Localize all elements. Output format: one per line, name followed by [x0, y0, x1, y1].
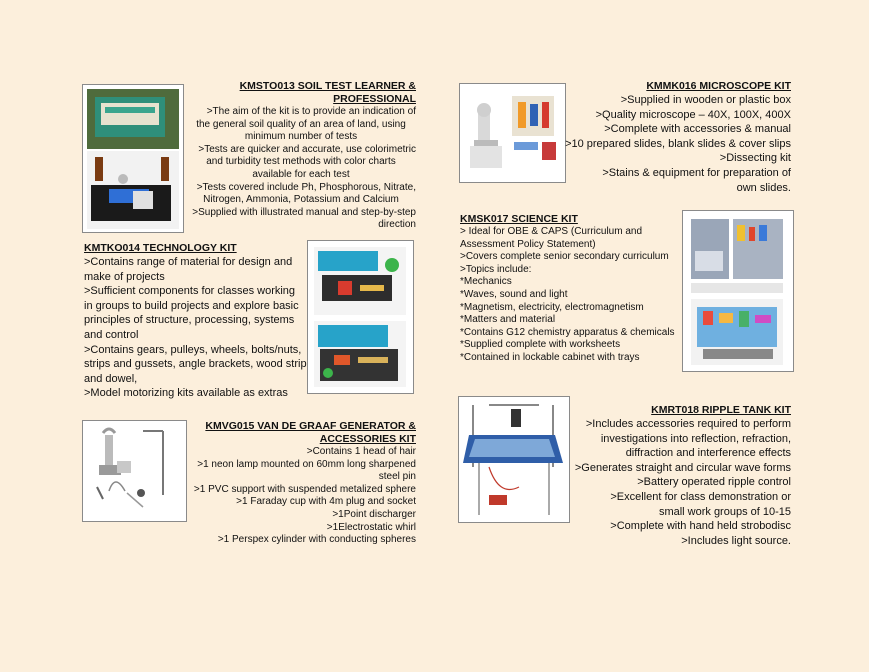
ripple-kit-line: >Battery operated ripple control	[637, 476, 791, 489]
soil-kit-line: >Tests are quicker and accurate, use colorimetric	[198, 143, 416, 155]
tech-kit-line: >Contains range of material for design and	[84, 256, 293, 268]
soil-kit-line: the general soil quality of an area of land, using	[196, 118, 406, 130]
ripple-kit-line: diffraction and interference effects	[625, 447, 791, 460]
soil-kit-line: available for each test	[252, 168, 350, 180]
micro-kit-image	[460, 84, 565, 182]
tech-kit-photo	[307, 240, 414, 394]
science-kit-text	[460, 213, 682, 365]
vdg-kit-text	[186, 420, 416, 547]
tech-kit-image	[308, 241, 413, 393]
vdg-kit-line: >1Point discharger	[332, 508, 416, 520]
tech-kit-line: make of projects	[84, 270, 165, 283]
science-kit-line: >Topics include:	[460, 263, 532, 275]
tech-kit-line: and dowel,	[84, 372, 138, 385]
micro-kit-line: own slides.	[736, 181, 791, 194]
ripple-kit-line: >Excellent for class demonstration or	[610, 490, 791, 503]
tech-kit-line: in groups to build projects and explore basic	[84, 299, 299, 312]
ripple-kit-title: KMRT018 RIPPLE TANK KIT	[651, 404, 791, 416]
ripple-kit-line: >Generates straight and circular wave forms	[574, 461, 791, 474]
vdg-kit-line: >Contains 1 head of hair	[306, 446, 416, 457]
science-kit-line: *Matters and material	[460, 314, 556, 326]
ripple-kit-line: >Complete with hand held strobodisc	[610, 520, 791, 533]
tech-kit-line: >Sufficient components for classes working	[84, 285, 296, 298]
soil-kit-title: KMSTO013 SOIL TEST LEARNER & PROFESSIONAL	[239, 80, 416, 105]
science-kit-image	[683, 211, 793, 371]
science-kit-title: KMSK017 SCIENCE KIT	[460, 213, 578, 225]
ripple-kit-photo	[458, 396, 570, 523]
soil-kit-line: >Supplied with illustrated manual and step-by-step	[192, 206, 416, 218]
ripple-kit-line: >Includes accessories required to perform	[585, 418, 791, 430]
science-kit-line: *Contained in lockable cabinet with trays	[460, 351, 640, 363]
micro-kit-line: >Quality microscope – 40X, 100X, 400X	[595, 108, 791, 121]
tech-kit-line: >Contains gears, pulleys, wheels, bolts/nuts,	[84, 343, 302, 356]
vdg-kit-image	[83, 421, 186, 521]
soil-kit-line: minimum number of tests	[244, 131, 358, 143]
soil-kit-line: >The aim of the kit is to provide an indication of	[206, 106, 416, 117]
science-kit-line: Assessment Policy Statement)	[460, 238, 596, 250]
micro-kit-line: >10 prepared slides, blank slides & cover slips	[565, 137, 791, 150]
soil-kit-image	[83, 85, 183, 232]
science-kit-line: *Mechanics	[460, 276, 512, 288]
micro-kit-line: >Stains & equipment for preparation of	[602, 166, 791, 179]
soil-kit-line: Nitrogen, Ammonia, Potassium and Calcium	[203, 194, 399, 206]
tech-kit-line: >Model motorizing kits available as extras	[84, 387, 288, 400]
vdg-kit-line: >1 Faraday cup with 4m plug and socket	[236, 496, 416, 508]
micro-kit-photo	[459, 83, 566, 183]
tech-kit-line: and control	[84, 328, 139, 341]
ripple-kit-line: small work groups of 10-15	[658, 505, 791, 518]
tech-kit-title: KMTKO014 TECHNOLOGY KIT	[84, 242, 237, 254]
micro-kit-line: >Complete with accessories & manual	[604, 123, 791, 136]
ripple-kit-image	[459, 397, 569, 522]
science-kit-line: *Magnetism, electricity, electromagnetism	[460, 301, 644, 313]
vdg-kit-line: >1 neon lamp mounted on 60mm long sharpened	[197, 458, 416, 470]
ripple-kit-text	[560, 404, 791, 548]
micro-kit-text	[560, 80, 791, 195]
soil-kit-photo	[82, 84, 184, 233]
vdg-kit-title-2: ACCESSORIES KIT	[319, 433, 416, 445]
soil-kit-line: and turbidity test methods with color charts	[206, 156, 396, 168]
tech-kit-text	[84, 242, 309, 401]
micro-kit-title: KMMK016 MICROSCOPE KIT	[646, 80, 791, 92]
science-kit-line: *Supplied complete with worksheets	[460, 339, 621, 351]
vdg-kit-photo	[82, 420, 187, 522]
vdg-kit-line: >1Electrostatic whirl	[326, 521, 416, 533]
ripple-kit-line: >Includes light source.	[681, 534, 791, 547]
soil-kit-text	[186, 80, 416, 232]
vdg-kit-title: KMVG015 VAN DE GRAAF GENERATOR &	[205, 420, 416, 432]
science-kit-line: *Contains G12 chemistry apparatus & chemicals	[460, 326, 675, 338]
vdg-kit-line: >1 PVC support with suspended metalized sphere	[193, 483, 416, 495]
vdg-kit-line: >1 Perspex cylinder with conducting spheres	[217, 534, 416, 546]
soil-kit-line: >Tests covered include Ph, Phosphorous, Nitrate,	[196, 181, 416, 193]
science-kit-line: > Ideal for OBE & CAPS (Curriculum and	[460, 226, 643, 237]
science-kit-line: *Waves, sound and light	[460, 288, 568, 300]
science-kit-line: >Covers complete senior secondary curriculum	[460, 251, 669, 263]
tech-kit-line: strips and gussets, angle brackets, wood strip	[84, 358, 307, 371]
ripple-kit-line: investigations into reflection, refraction,	[600, 432, 791, 445]
soil-kit-line: direction	[378, 219, 416, 231]
tech-kit-line: principles of structure, processing, systems	[84, 314, 295, 327]
science-kit-photo	[682, 210, 794, 372]
vdg-kit-line: steel pin	[378, 471, 416, 483]
micro-kit-line: >Supplied in wooden or plastic box	[620, 94, 791, 106]
micro-kit-line: >Dissecting kit	[719, 152, 791, 165]
